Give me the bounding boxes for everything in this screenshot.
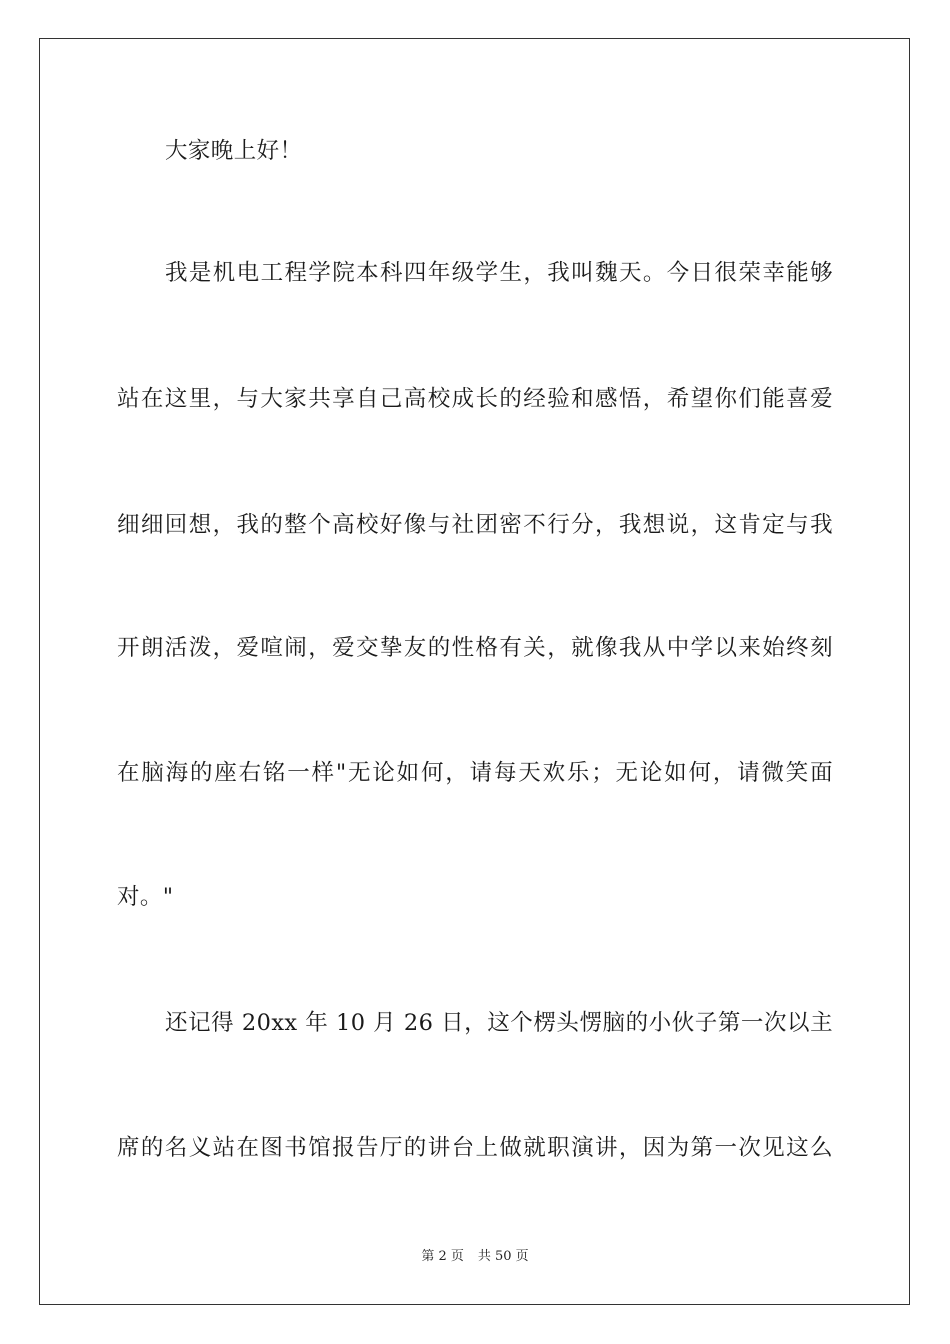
page-border (39, 38, 910, 1305)
text-line: 在脑海的座右铭一样"无论如何，请每天欢乐；无论如何，请微笑面 (117, 760, 833, 786)
page-number: 第 2 页 (421, 1249, 464, 1264)
page-total: 共 50 页 (477, 1249, 529, 1264)
text-line: 席的名义站在图书馆报告厅的讲台上做就职演讲，因为第一次见这么 (117, 1135, 833, 1161)
text-line: 站在这里，与大家共享自己高校成长的经验和感悟，希望你们能喜爱 (117, 386, 833, 412)
text-line-greeting: 大家晚上好！ (165, 138, 303, 164)
page-footer (0, 1248, 950, 1266)
text-line: 对。" (117, 884, 174, 910)
text-line: 还记得 20xx 年 10 月 26 日，这个楞头愣脑的小伙子第一次以主 (165, 1010, 833, 1036)
text-line: 细细回想，我的整个高校好像与社团密不行分，我想说，这肯定与我 (117, 512, 833, 538)
text-line: 开朗活泼，爱喧闹，爱交挚友的性格有关，就像我从中学以来始终刻 (117, 635, 833, 661)
text-line-intro: 我是机电工程学院本科四年级学生，我叫魏天。今日很荣幸能够 (165, 260, 833, 286)
